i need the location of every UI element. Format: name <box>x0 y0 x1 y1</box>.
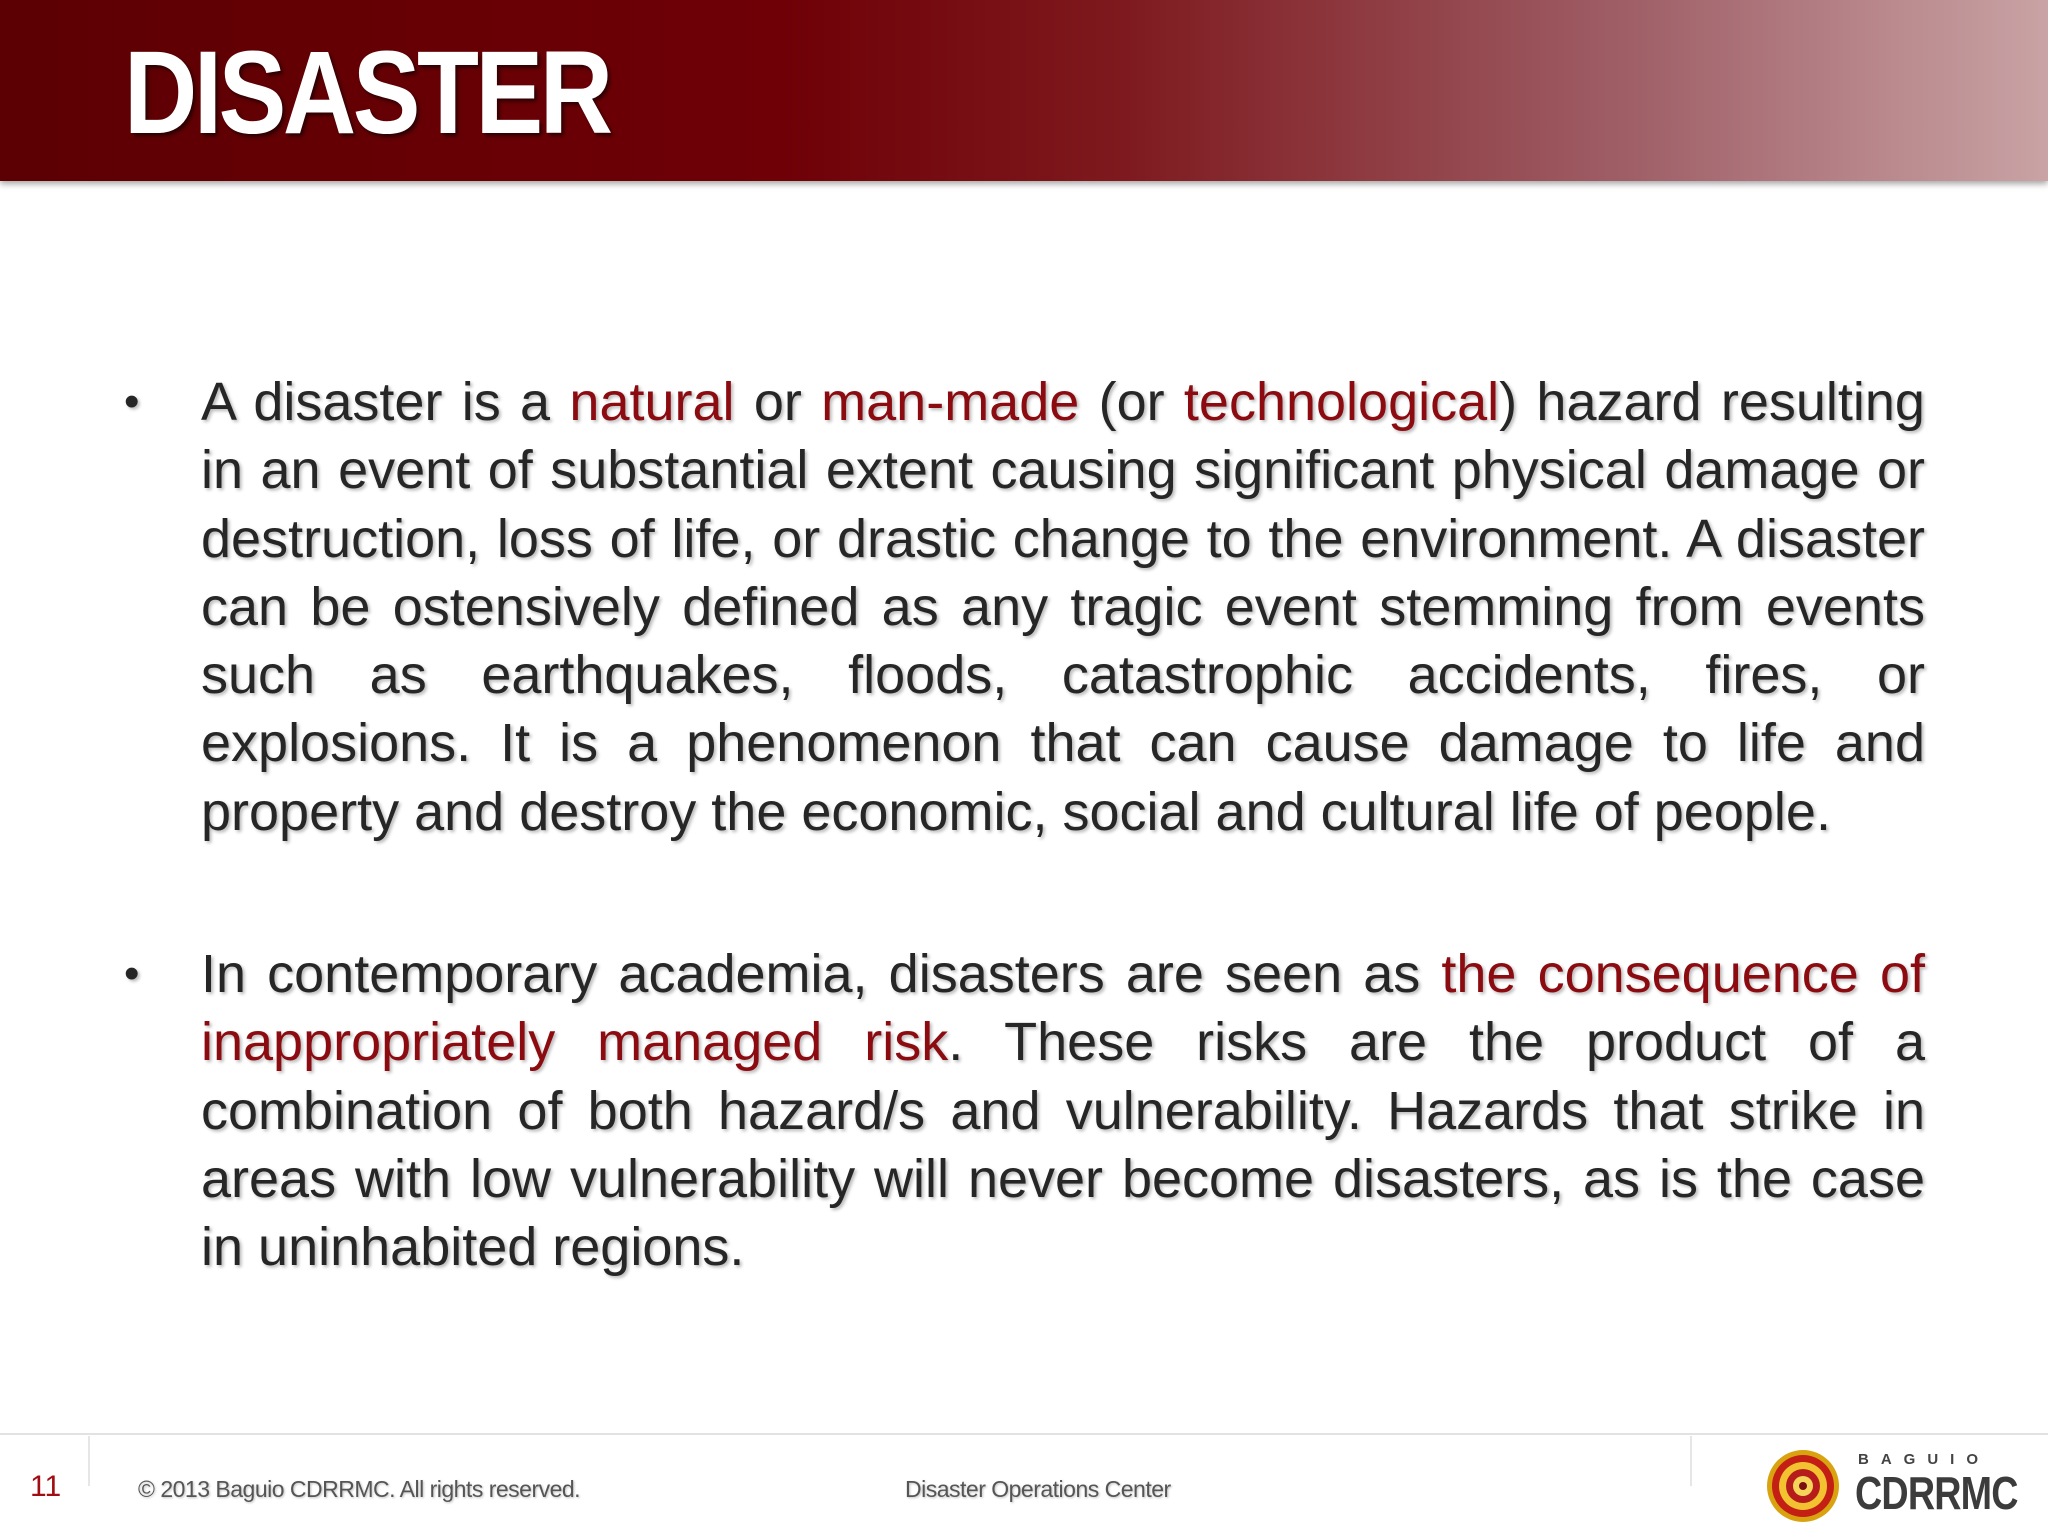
slide-title: DISASTER <box>124 27 610 159</box>
footer-divider <box>0 1433 2048 1435</box>
bullet-2-highlight-consequence: the consequence of inappropriately managed risk <box>201 944 1925 1073</box>
logo-main-text: CDRRMC <box>1855 1467 2018 1519</box>
bullet-item-2 <box>120 940 1925 1281</box>
footer-separator-left <box>88 1436 90 1486</box>
bullet-1-text-1: A disaster is a <box>201 372 570 432</box>
cdrrmc-logo <box>1765 1448 2018 1528</box>
bullet-1-text-2: or <box>734 372 822 432</box>
bullet-2-text-2: . These risks are the product of a combination of both hazard/s and vulnerability. Hazards that strike in areas with low vulnerability will never become disasters, as is the case in uninhabited regions. <box>201 1012 1925 1278</box>
title-bar <box>0 0 2048 181</box>
bullet-1-highlight-natural: natural <box>569 372 735 432</box>
footer-separator-right <box>1690 1436 1692 1486</box>
bullet-dot-icon: • <box>124 377 140 426</box>
logo-top-text: BAGUIO <box>1858 1451 1990 1468</box>
footer-center-text: Disaster Operations Center <box>905 1476 1171 1502</box>
bullet-1-text-3: (or <box>1079 372 1184 432</box>
bullet-1-highlight-technological: technological <box>1183 372 1500 432</box>
bullet-2-text-1: In contemporary academia, disasters are seen as <box>201 944 1442 1005</box>
bullet-dot-icon: • <box>124 949 140 999</box>
slide-content <box>120 368 1925 1282</box>
bullet-item-1 <box>120 368 1925 846</box>
page-number: 11 <box>30 1470 62 1503</box>
copyright-text: © 2013 Baguio CDRRMC. All rights reserved. <box>138 1476 581 1502</box>
bullet-1-highlight-man-made: man-made <box>821 372 1080 432</box>
seal-icon <box>1765 1448 1841 1524</box>
bullet-1-text-4: ) hazard resulting in an event of substantial extent causing significant physical damage or destruction, loss of life, or drastic change to the environment. A disaster can be ostensively defined as any tragic event stemming from events such as earthquakes, floods, catastrophic accidents, fires, or explosions. It is a phenomenon that can cause damage to life and property and destroy the economic, social and cultural life of people. <box>201 372 1925 842</box>
